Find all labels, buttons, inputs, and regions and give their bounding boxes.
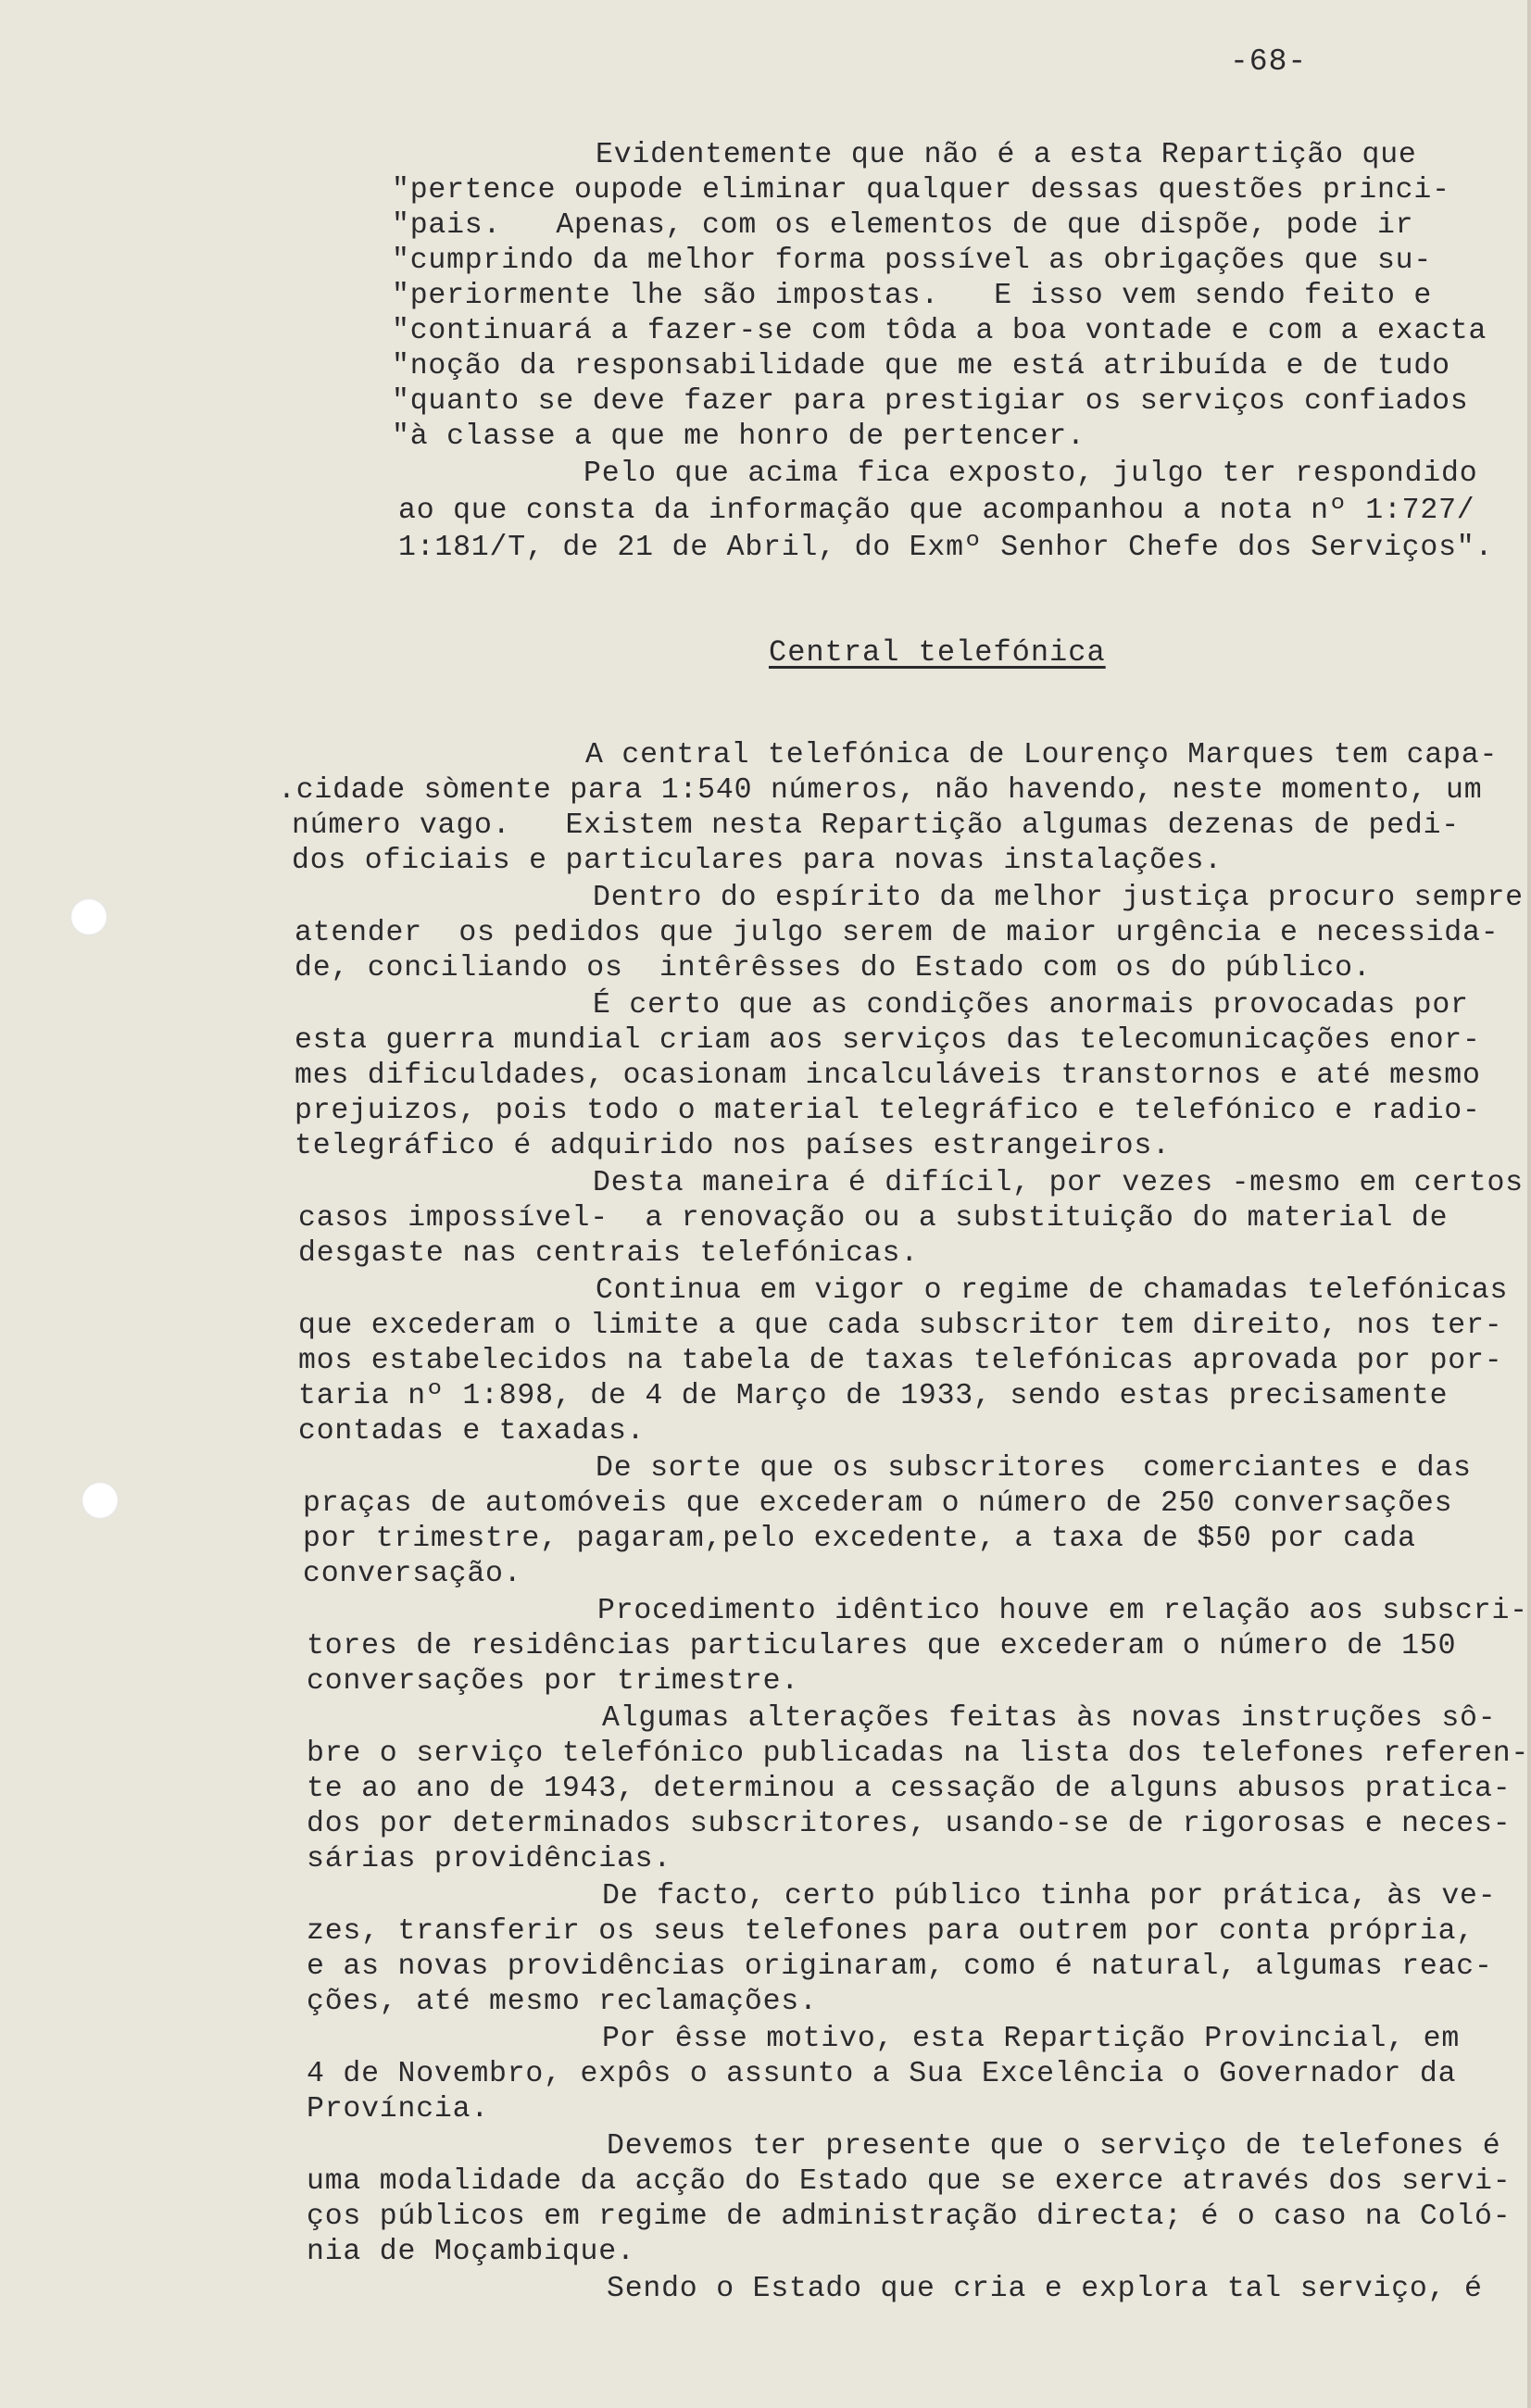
body-line: Província.: [307, 2093, 490, 2126]
body-line: sárias providências.: [307, 1843, 672, 1875]
body-line: conversações por trimestre.: [307, 1665, 799, 1698]
page-edge: [1527, 0, 1531, 2408]
body-line: 4 de Novembro, expôs o assunto a Sua Excelência o Governador da: [307, 2058, 1457, 2090]
body-line: Algumas alterações feitas às novas instruções sô-: [602, 1702, 1497, 1735]
body-line: e as novas providências originaram, como é natural, algumas reac-: [307, 1950, 1493, 1983]
body-line: .cidade sòmente para 1:540 números, não havendo, neste momento, um: [278, 774, 1483, 807]
body-line: A central telefónica de Lourenço Marques tem capa-: [585, 739, 1499, 771]
body-line: dos por determinados subscritores, usando-se de rigorosas e neces-: [307, 1808, 1512, 1840]
body-line: número vago. Existem nesta Repartição algumas dezenas de pedi-: [292, 809, 1460, 842]
body-line: telegráfico é adquirido nos países estrangeiros.: [295, 1130, 1171, 1162]
intro-line: "pertence oupode eliminar qualquer dessas questões princi-: [392, 174, 1450, 207]
intro-line: Evidentemente que não é a esta Repartição que: [596, 139, 1417, 171]
body-line: mes dificuldades, ocasionam incalculáveis transtornos e até mesmo: [295, 1060, 1481, 1092]
body-line: De facto, certo público tinha por prática, às ve-: [602, 1880, 1497, 1913]
body-line: nia de Moçambique.: [307, 2236, 635, 2268]
body-line: Devemos ter presente que o serviço de telefones é: [607, 2130, 1501, 2163]
body-line: prejuizos, pois todo o material telegráfico e telefónico e radio-: [295, 1095, 1481, 1127]
intro-line: 1:181/T, de 21 de Abril, do Exmº Senhor Chefe dos Serviços".: [398, 532, 1494, 564]
intro-line: ao que consta da informação que acompanhou a nota nº 1:727/: [398, 495, 1475, 527]
intro-line: "à classe a que me honro de pertencer.: [392, 420, 1086, 453]
body-line: Por êsse motivo, esta Repartição Provincial, em: [602, 2023, 1461, 2055]
body-line: De sorte que os subscritores comerciantes e das: [596, 1452, 1472, 1485]
body-line: Desta maneira é difícil, por vezes -mesmo em certos: [593, 1167, 1524, 1199]
body-line: conversação.: [303, 1558, 522, 1590]
body-line: por trimestre, pagaram,pelo excedente, a taxa de $50 por cada: [303, 1523, 1416, 1555]
body-line: atender os pedidos que julgo serem de maior urgência e necessida-: [295, 917, 1500, 949]
body-line: bre o serviço telefónico publicadas na lista dos telefones referen-: [307, 1737, 1530, 1770]
body-line: ções, até mesmo reclamações.: [307, 1986, 818, 2018]
body-line: uma modalidade da acção do Estado que se exerce através dos servi-: [307, 2165, 1512, 2198]
intro-line: "noção da responsabilidade que me está atribuída e de tudo: [392, 350, 1450, 383]
body-line: tores de residências particulares que excederam o número de 150: [307, 1630, 1457, 1662]
body-line: Continua em vigor o regime de chamadas telefónicas: [596, 1274, 1509, 1307]
intro-line: Pelo que acima fica exposto, julgo ter respondido: [584, 458, 1478, 490]
body-line: Dentro do espírito da melhor justiça procuro sempre: [593, 882, 1524, 914]
body-line: casos impossível- a renovação ou a substituição do material de: [298, 1202, 1449, 1235]
body-line: desgaste nas centrais telefónicas.: [298, 1237, 919, 1270]
body-line: Sendo o Estado que cria e explora tal serviço, é: [607, 2273, 1483, 2305]
body-line: praças de automóveis que excederam o número de 250 conversações: [303, 1487, 1453, 1520]
body-line: Procedimento idêntico houve em relação aos subscri-: [597, 1595, 1528, 1627]
intro-line: "continuará a fazer-se com tôda a boa vontade e com a exacta: [392, 315, 1487, 347]
intro-line: "cumprindo da melhor forma possível as obrigações que su-: [392, 245, 1433, 277]
body-line: esta guerra mundial criam aos serviços das telecomunicações enor-: [295, 1024, 1481, 1057]
body-line: contadas e taxadas.: [298, 1415, 646, 1448]
body-line: te ao ano de 1943, determinou a cessação de alguns abusos pratica-: [307, 1773, 1512, 1805]
intro-line: "periormente lhe são impostas. E isso vem sendo feito e: [392, 280, 1433, 312]
intro-line: "pais. Apenas, com os elementos de que dispõe, pode ir: [392, 209, 1414, 242]
body-line: de, conciliando os intêrêsses do Estado com os do público.: [295, 952, 1372, 985]
body-line: que excederam o limite a que cada subscritor tem direito, nos ter-: [298, 1310, 1503, 1342]
section-heading: Central telefónica: [769, 635, 1106, 670]
body-line: taria nº 1:898, de 4 de Março de 1933, sendo estas precisamente: [298, 1380, 1449, 1412]
body-line: ços públicos em regime de administração directa; é o caso na Coló-: [307, 2201, 1512, 2233]
punch-hole-bottom: [82, 1482, 119, 1519]
body-line: dos oficiais e particulares para novas instalações.: [292, 845, 1223, 877]
body-line: mos estabelecidos na tabela de taxas telefónicas aprovada por por-: [298, 1345, 1503, 1377]
punch-hole-top: [70, 898, 107, 935]
body-line: É certo que as condições anormais provocadas por: [593, 989, 1469, 1022]
body-line: zes, transferir os seus telefones para outrem por conta própria,: [307, 1915, 1475, 1948]
page-number: -68-: [1230, 44, 1308, 79]
intro-line: "quanto se deve fazer para prestigiar os serviços confiados: [392, 385, 1469, 418]
